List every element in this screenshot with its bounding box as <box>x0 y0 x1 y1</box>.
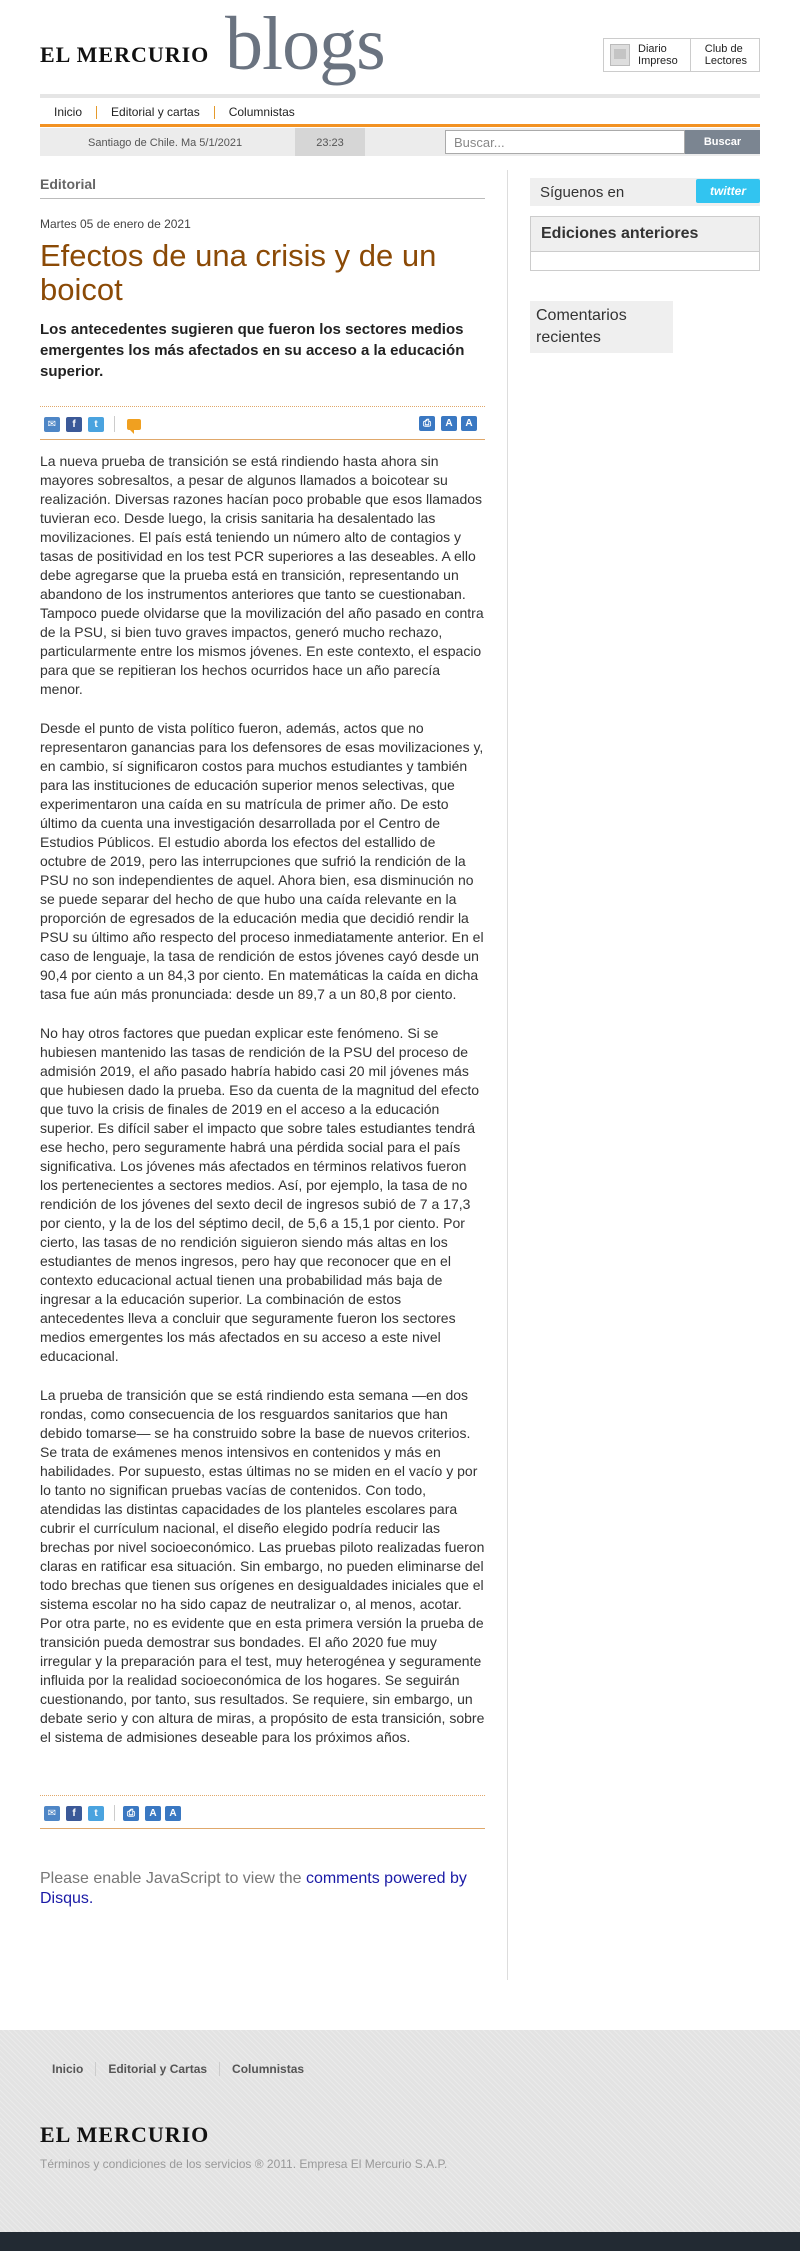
club-lectores-line2: Lectores <box>704 55 747 67</box>
sidebar <box>530 178 760 353</box>
toolbar-separator <box>114 416 115 432</box>
footer-logo[interactable]: EL MERCURIO <box>40 2122 210 2147</box>
article-body <box>40 452 485 1747</box>
top-links <box>603 38 760 72</box>
date-search-bar <box>40 128 760 156</box>
current-date: Santiago de Chile. Ma 5/1/2021 <box>88 137 243 149</box>
footer <box>0 2030 800 2232</box>
article <box>40 176 485 1909</box>
ediciones-anteriores-title: Ediciones anteriores <box>531 217 759 252</box>
footer-nav-editorial[interactable]: Editorial y Cartas <box>95 2062 219 2076</box>
twitter-follow-button[interactable]: twitter <box>696 179 760 203</box>
font-decrease-icon[interactable]: A <box>461 416 477 431</box>
toolbar-separator <box>114 1805 115 1821</box>
post-lead: Los antecedentes sugieren que fueron los sectores medios emergentes los más afectados en su acceso a la educación superior. <box>40 321 465 380</box>
current-time: 23:23 <box>295 128 365 156</box>
article-paragraph: Desde el punto de vista político fueron, además, actos que no representaron ganancias para los defensores de esas movilizaciones y, en cambio, sí significaron costos para muchos estudiantes y también para las instituciones de educación superior menos selectivas, que experimentaron una caída en su matrícula de primer año. De esto último da cuenta una investigación desarrollada por el Centro de Estudios Públicos. El estudio aborda los efectos del estallido de octubre de 2019, pero las interrupciones que sufrió la rendición de la PSU no son independientes de aquel. Ahora bien, esa disminución no se puede separar del hecho de que hubo una caída relevante en la proporción de egresados de la educación media que decidió rendir la PSU su último año respecto del proceso inmediatamente anterior. En el caso de lenguaje, la tasa de rendición de estos jóvenes cayó desde un 90,4 por ciento a un 84,3 por ciento. En matemáticas la caída en dicha tasa fue aún más pronunciada: desde un 89,7 a un 80,8 por ciento. <box>40 720 484 1002</box>
club-lectores-line1: Club de <box>704 43 743 55</box>
share-toolbar-bottom <box>40 1795 485 1829</box>
email-icon[interactable]: ✉ <box>44 1806 60 1821</box>
search-button[interactable]: Buscar <box>685 130 760 154</box>
ediciones-anteriores-content <box>531 252 759 270</box>
diario-impreso-link[interactable] <box>604 39 690 71</box>
diario-impreso-line1: Diario <box>638 43 667 55</box>
blogs-logo[interactable]: blogs <box>225 2 385 86</box>
comentarios-recientes-title: Comentarios recientes <box>530 301 673 353</box>
footer-terms: Términos y condiciones de los servicios ® 2011. Empresa El Mercurio S.A.P. <box>40 2157 448 2171</box>
header-divider <box>40 94 760 98</box>
comment-icon[interactable] <box>127 419 141 430</box>
nav-item-editorial[interactable]: Editorial y cartas <box>96 106 214 119</box>
footer-nav-columnistas[interactable]: Columnistas <box>219 2062 316 2076</box>
footer-bottom-bar <box>0 2232 800 2251</box>
article-paragraph: La prueba de transición que se está rindiendo esta semana —en dos rondas, como consecuencia de los resguardos sanitarios que han debido tomarse— se ha construido sobre la base de nuevos criterios. Se trata de exámenes menos intensivos en contenidos y más en habilidades. Por supuesto, estas últimas no se miden en el vacío y por lo tanto no significan pruebas vacías de contenidos. Con todo, atendidas las distintas capacidades de los planteles escolares para cubrir el currículum nacional, el diseño elegido podría reducir las brechas por nivel socioeconómico. Las pruebas piloto realizadas fueron claras en ratificar esa situación. Sin embargo, no pueden eliminarse del todo brechas que tienen sus orígenes en desigualdades iniciales que el sistema escolar no ha sido capaz de neutralizar o, al menos, acotar. Por otra parte, no es evidente que en esta primera versión la prueba de transición pueda demostrar sus bondades. El año 2020 fue muy irregular y la preparación para el test, muy heterogénea y seguramente influida por la realidad socioeconómica de los hogares. Se seguirán cuestionando, por tanto, sus resultados. Se requiere, sin embargo, un debate serio y con altura de miras, a propósito de esta transición, sobre el sistema de admisiones deseable para los próximos años. <box>40 1387 485 1745</box>
footer-nav-inicio[interactable]: Inicio <box>52 2062 84 2076</box>
twitter-icon[interactable]: t <box>88 417 104 432</box>
follow-label: Síguenos en <box>540 184 625 201</box>
follow-box <box>530 178 760 206</box>
disqus-notice <box>40 1869 485 1909</box>
font-increase-icon[interactable]: A <box>145 1806 161 1821</box>
post-title: Efectos de una crisis y de un boicot <box>40 238 437 307</box>
email-icon[interactable]: ✉ <box>44 417 60 432</box>
footer-nav <box>40 2062 316 2076</box>
nav-item-inicio[interactable]: Inicio <box>54 104 83 119</box>
article-paragraph: La nueva prueba de transición se está rindiendo hasta ahora sin mayores sobresaltos, a pesar de algunos llamados a boicotear su realización. Diversas razones hacían poco probable que esos llamados tuvieran eco. Desde luego, la crisis sanitaria ha desalentado las movilizaciones. El país está teniendo un número alto de contagios y tasas de positividad en los test PCR superiores a las deseables. A ello debe agregarse que la prueba está en transición, representando un abandono de los instrumentos anteriores que tanto se cuestionaban. Tampoco puede olvidarse que la movilización del año pasado en contra de la PSU, si bien tuvo graves impactos, generó mucho rechazo, particularmente entre los mismos jóvenes. En este contexto, el espacio para que se repitieran los hechos ocurridos hace un año parecía menor. <box>40 453 484 697</box>
diario-impreso-line2: Impreso <box>638 55 678 67</box>
post-date: Martes 05 de enero de 2021 <box>40 217 191 231</box>
newspaper-icon <box>610 44 630 66</box>
club-lectores-link[interactable] <box>690 39 759 71</box>
nav-accent-bar <box>40 124 760 127</box>
main-nav <box>40 100 760 124</box>
share-toolbar-top <box>40 406 485 440</box>
nav-item-columnistas[interactable]: Columnistas <box>214 106 309 119</box>
twitter-icon[interactable]: t <box>88 1806 104 1821</box>
facebook-icon[interactable]: f <box>66 417 82 432</box>
column-divider <box>507 170 508 1980</box>
el-mercurio-logo[interactable]: EL MERCURIO <box>40 42 210 67</box>
disqus-text: Please enable JavaScript to view the <box>40 1870 306 1887</box>
ediciones-anteriores-box <box>530 216 760 271</box>
search-input[interactable] <box>445 130 685 154</box>
disqus-link[interactable]: comments powered by Disqus. <box>40 1870 467 1907</box>
print-icon[interactable]: ⎙ <box>123 1806 139 1821</box>
facebook-icon[interactable]: f <box>66 1806 82 1821</box>
header <box>40 2 760 94</box>
section-label[interactable]: Editorial <box>40 176 485 199</box>
font-increase-icon[interactable]: A <box>441 416 457 431</box>
article-paragraph: No hay otros factores que puedan explicar este fenómeno. Si se hubiesen mantenido las tasas de rendición de la PSU del proceso de admisión 2019, el año pasado habría habido casi 20 mil jóvenes más que hubiesen dado la prueba. Eso da cuenta de la magnitud del efecto que tuvo la crisis de finales de 2019 en el acceso a la educación superior. Es difícil saber el impacto que sobre tales estudiantes tendrá ese hecho, pero seguramente habrá una pérdida social para el país significativa. Los jóvenes más afectados en términos relativos fueron los pertenecientes a sectores medios. Así, por ejemplo, la tasa de no rendición de los jóvenes del sexto decil de ingresos subió de 7 a 17,3 por ciento, y la de los del séptimo decil, de 5,6 a 15,1 por ciento. Por cierto, las tasas de no rendición siguieron siendo más altas en los estudiantes de menos ingresos, pero hay que reconocer que en el contexto educacional actual tienen una probabilidad más baja de ingresar a la educación superior. La combinación de estos antecedentes lleva a concluir que seguramente fueron los sectores medios emergentes los más afectados en su acceso a este nivel educacional. <box>40 1025 479 1364</box>
print-icon[interactable]: ⎙ <box>419 416 435 431</box>
font-decrease-icon[interactable]: A <box>165 1806 181 1821</box>
